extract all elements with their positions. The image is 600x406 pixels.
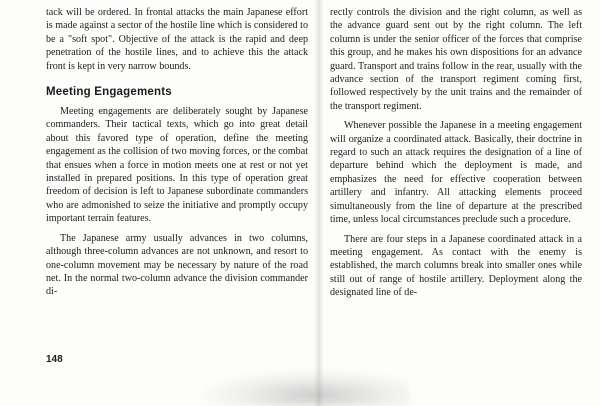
left-column xyxy=(46,6,308,299)
page-fold-shadow xyxy=(314,0,324,406)
paragraph-meeting-engagements: Meeting engagements are deliberately sought by Japanese commanders. Their tactical texts, which go into great detail about this favored type of operation, define the meeting engagement as the collision of two moving forces, or the combat that ensues when a force in motion meets one at rest or not yet installed in prepared positions. In this type of operation great freedom of decision is left to Japanese subordinate commanders who are admonished to seize the initiative and promptly occupy important terrain features. xyxy=(46,106,308,225)
paragraph-four-steps: There are four steps in a Japanese coordinated attack in a meeting engagement. As contact with the enemy is established, the march columns break into smaller ones while still out of range of hostile artillery. Deployment along the designated line of de- xyxy=(330,233,582,299)
paragraph-frontal-attacks: tack will be ordered. In frontal attacks the main Japanese effort is made against a sector of the hostile line which is considered to be a "soft spot". Objective of the attack is the rapid and deep penetration of the hostile lines, and to achieve this the attack front is kept in very narrow bounds. xyxy=(46,7,308,72)
right-column xyxy=(330,6,582,300)
paragraph-column-control: rectly controls the division and the right column, as well as the advance guard sent out by the right column. The left column is under the senior officer of the forces that comprise this group, and he makes his own dispositions for an advance guard. Transport and trains follow in the rear, usually with the advance section of the transport regiment coming first, followed respectively by the unit trains and the remainder of the transport regiment. xyxy=(330,7,582,112)
paragraph-coordinated-attack: Whenever possible the Japanese in a meeting engagement will organize a coordinated attack. Basically, their doctrine in regard to such an attack requires the designation of a line of departure behind which the deployment is made, and emphasizes the need for effective cooperation between artillery and infantry. All attacking elements proceed simultaneously from the line of departure at the prescribed time, unless local circumstances preclude such a procedure. xyxy=(330,120,582,226)
page-number: 148 xyxy=(46,354,63,365)
scan-smudge xyxy=(200,370,410,406)
section-heading-meeting-engagements: Meeting Engagements xyxy=(46,86,172,99)
paragraph-army-advance: The Japanese army usually advances in two columns, although three-column advances are not unknown, and resort to one-column movement may be necessary by nature of the road net. In the normal two-column advance the division commander di- xyxy=(46,232,308,298)
